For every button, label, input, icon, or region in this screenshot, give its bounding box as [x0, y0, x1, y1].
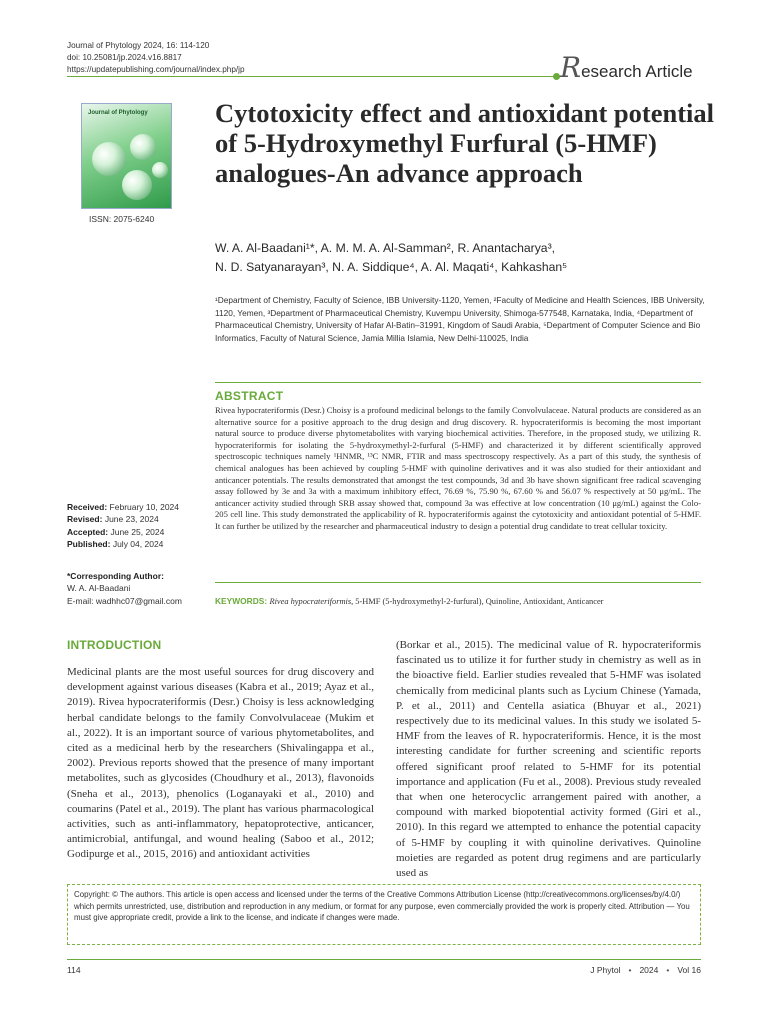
affiliations: ¹Department of Chemistry, Faculty of Science, IBB University-1120, Yemen, ²Faculty of Medicine and Health Sciences, IBB University, 1120, Yemen, ³Department of Pharmaceutical Chemistry, Kuvempu University, Shimoga-577548, Karnataka, India, ⁴Department of Pharmaceutical Chemistry, University of Hafar Al-Batin–31991, Kingdom of Saudi Arabia, ⁵Department of Computer Science and Bio Informatics, Faculty of Natural Science, Jamia Millia Islamia, New Delhi-110025, India — [215, 295, 705, 343]
journal-cover-image — [81, 103, 172, 209]
journal-meta — [67, 40, 245, 76]
copyright-box: Copyright: © The authors. This article is open access and licensed under the terms of the Creative Commons Attribution License (http://creativecommons.org/licenses/by/4.0/) which permits unrestricted, use, distribution and reproduction in any medium, or format for any purpose, even commercially provided the work is properly cited. Attribution — You must give appropriate credit, provide a link to the license, and indicate if changes were made. — [67, 884, 701, 945]
article-type — [560, 51, 693, 84]
article-title: Cytotoxicity effect and antioxidant potential of 5-Hydroxymethyl Furfural (5-HMF) analogues-An advance approach — [215, 98, 715, 188]
introduction-left-column: Medicinal plants are the most useful sources for drug discovery and development against various diseases (Kabra et al., 2019; Ayaz et al., 2019). Rivea hypocrateriformis (Desr.) Choisy is less acknowledging herbal candidate belongs to the family Convolvulaceae (Mukim et al., 2022). It is an important source of various phytometabolites, and cited as a medicinal herb by the researchers (Shivalingappa et al., 2002). Previous reports showed that the presence of many important metabolites, such as glycosides (Choudhury et al., 2013), flavonoids (Sneha et al., 2013), phenolics (Loganayaki et al., 2010) and coumarins (Patel et al., 2019). The plant has various pharmacological activities, such as anti-inflammatory, hepatoprotective, anticancer, antimicrobial, antifungal, and wound healing (Saboo et al., 2012; Godipurge et al., 2015, 2016) and antioxidant activities — [67, 666, 374, 861]
cover-logo: Journal of Phytology — [88, 110, 148, 116]
article-type-text: esearch Article — [581, 62, 693, 81]
water-drop-icon — [152, 162, 168, 178]
footer-separator: • — [628, 965, 632, 975]
accepted-value: June 25, 2024 — [110, 526, 165, 537]
introduction-heading: INTRODUCTION — [67, 638, 162, 652]
water-drop-icon — [130, 134, 156, 160]
author-line-2: N. D. Satyanarayan³, N. A. Siddique⁴, A. Al. Maqati⁴, Kahkashan⁵ — [215, 260, 568, 274]
email-link[interactable]: wadhhc07@gmail.com — [95, 595, 182, 606]
doi-link[interactable]: doi: 10.25081/jp.2024.v16.8817 — [67, 53, 182, 62]
water-drop-icon — [92, 142, 126, 176]
author-line-1: W. A. Al-Baadani¹*, A. M. M. A. Al-Samman², R. Anantacharya³, — [215, 241, 556, 255]
keywords — [215, 596, 715, 606]
published-value: July 04, 2024 — [112, 538, 164, 549]
corresponding-author — [67, 570, 182, 607]
revised-value: June 23, 2024 — [104, 514, 159, 525]
revised-date — [67, 513, 179, 525]
abstract-rule-bottom — [215, 582, 701, 583]
corresponding-label: *Corresponding Author: — [67, 571, 164, 581]
received-date — [67, 501, 179, 513]
footer-rule — [67, 959, 701, 960]
journal-url-link[interactable]: https://updatepublishing.com/journal/index.php/jp — [67, 65, 245, 74]
accepted-date — [67, 526, 179, 538]
abstract-body: Rivea hypocrateriformis (Desr.) Choisy is a profound medicinal belongs to the family Convolvulaceae. Natural products are considered as an alternative source for a positive approach to the drug design and drug discovery. R. hypocrateriformis is becoming the most important natural source to produce diverse phytometabolites with varying biochemical activities. Therefore, in the proposed study, we utilizing R. hypocrateriformis for isolating the 5-hydroxymethyl-2-furfural (5-HMF) and characterized it by different scientifically approved spectroscopic techniques namely ¹HNMR, ¹³C NMR, FTIR and mass spectroscopy respectively. As a part of this study, the synthesis of chemical analogues has been achieved by coupling 5-HMF with quinoline derivatives and it was also studied for their antioxidant and anticancer potentials. The results demonstrated that amongst the test compounds, 3d and 3b have shown significant free radical scavenging assay followed by 3e and 3a with a maximum inhibitory effect, 76.69 %, 75.90 %, 67.60 % and 56.07 % respectively at 50 μg/mL. The anticancer activity studied through SRB assay showed that, compound 3a was effective at low concentration (10 μg/mL) against the Colo-205 cell line. This study demonstrated the applicability of R. hypocrateriformis against the cytotoxicity and antioxidant potential of 5-HMF. It can further be utilized by the researcher and pharmaceutical industry to design a potential drug candidate to treat cellular toxicity. — [215, 405, 701, 531]
published-date — [67, 538, 179, 550]
footer-year: 2024 — [639, 965, 659, 975]
keywords-list: , 5-HMF (5-hydroxymethyl-2-furfural), Quinoline, Antioxidant, Anticancer — [351, 597, 604, 606]
issn-label: ISSN: 2075-6240 — [89, 214, 155, 224]
article-dates — [67, 501, 179, 550]
accepted-label: Accepted: — [67, 526, 109, 537]
abstract-heading: ABSTRACT — [215, 389, 284, 403]
received-value: February 10, 2024 — [109, 502, 180, 512]
keywords-label: KEYWORDS: — [215, 596, 268, 606]
water-drop-icon — [122, 170, 152, 200]
email-label: E-mail: — [67, 595, 94, 606]
footer-journal-info — [590, 965, 701, 975]
keyword-species: Rivea hypocrateriformis — [269, 597, 352, 606]
published-label: Published: — [67, 538, 111, 549]
article-type-initial: R — [560, 51, 582, 84]
abstract-rule-top — [215, 382, 701, 383]
footer-journal: J Phytol — [590, 965, 621, 975]
page-number: 114 — [67, 965, 81, 975]
header-rule-dot — [553, 73, 560, 80]
received-label: Received: — [67, 502, 108, 512]
footer-volume: Vol 16 — [677, 965, 701, 975]
header-rule — [67, 76, 557, 77]
corresponding-email — [67, 595, 182, 607]
introduction-right-column: (Borkar et al., 2015). The medicinal value of R. hypocrateriformis fascinated us to utilize it for further study in chemistry as well as in the bioactive field. Earlier studies revealed that 5-HMF was isolated chemically from medicinal plants such as Lycium Chinese (Yamada, P. et al., 2011) and Centella asiatica (Bhuyar et al., 2021) respectively due to its medicinal values. In this study we isolated 5-HMF from the leaves of R. hypocrateriformis. Hence, it is the most interesting candidate for further screening and scientific reports offered significant proof related to 5-HMF for its potential importance and application (Fu et al., 2008). Previous study revealed that when one heterocyclic arrangement paired with another, a compound with marked biopotential activity formed (Giri et al., 2010). In this regard we attempted to enhance the potential capacity of 5-HMF by coupling it with quinoline derivatives. Quinoline moieties are regarded as potent drug regimens and are particularly used as — [396, 639, 701, 880]
author-list — [215, 239, 715, 277]
journal-citation: Journal of Phytology 2024, 16: 114-120 — [67, 41, 210, 50]
revised-label: Revised: — [67, 514, 103, 525]
footer-separator: • — [666, 965, 670, 975]
corresponding-name: W. A. Al-Baadani — [67, 583, 131, 594]
